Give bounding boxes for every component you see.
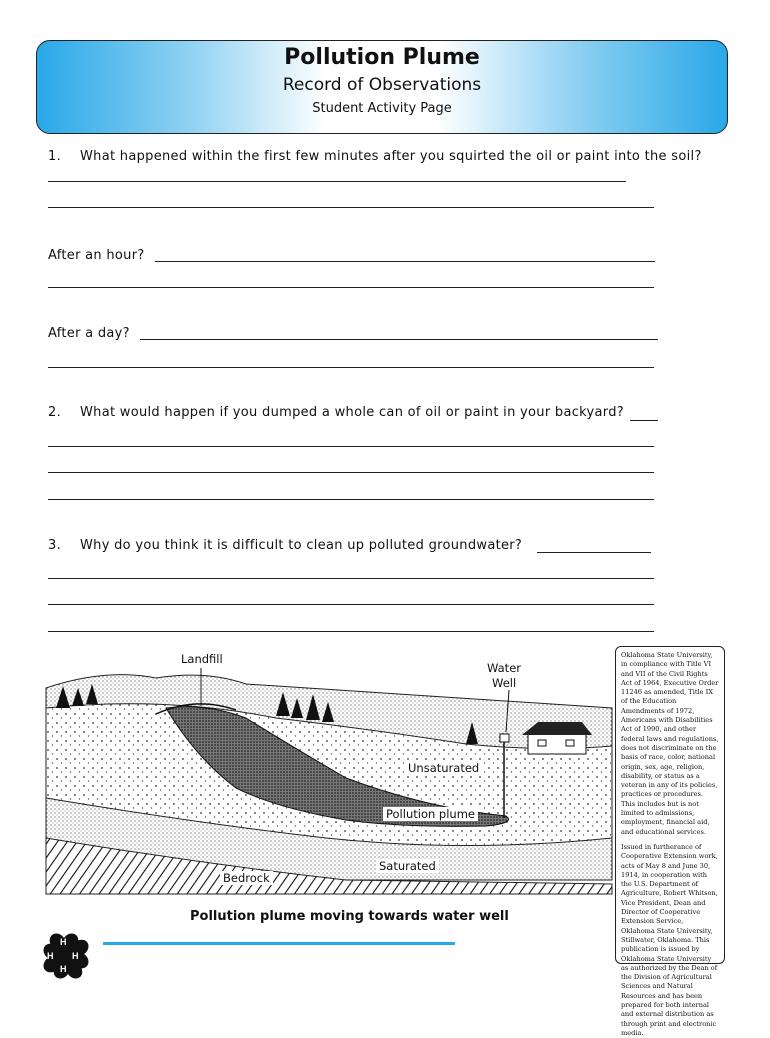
water-well-label-line2: Well (492, 676, 517, 690)
page-subtitle: Record of Observations (282, 75, 482, 95)
svg-text:H: H (60, 964, 67, 974)
answer-line[interactable] (48, 367, 654, 368)
question-2-text: What would happen if you dumped a whole can of oil or paint in your backyard? (80, 405, 624, 420)
four-h-clover-icon (38, 928, 94, 984)
water-well-label-line1: Water (487, 661, 521, 675)
landscape-drawing (46, 648, 612, 894)
answer-line[interactable] (48, 631, 654, 632)
question-1-number: 1. (48, 149, 62, 164)
answer-line[interactable] (48, 207, 654, 208)
question-2-number: 2. (48, 405, 62, 420)
answer-line[interactable] (155, 261, 655, 262)
answer-line[interactable] (630, 420, 658, 421)
answer-line[interactable] (48, 578, 654, 579)
answer-line[interactable] (537, 552, 651, 553)
answer-line[interactable] (48, 604, 654, 605)
saturated-label: Saturated (376, 859, 439, 873)
landfill-label: Landfill (181, 652, 223, 666)
question-3-number: 3. (48, 538, 62, 553)
page-title: Pollution Plume (284, 45, 480, 70)
question-3-text: Why do you think it is difficult to clean up polluted groundwater? (80, 538, 523, 553)
page-caption: Student Activity Page (312, 101, 452, 116)
svg-text:H: H (47, 951, 54, 961)
bedrock-label: Bedrock (220, 871, 273, 885)
svg-text:H: H (72, 951, 79, 961)
after-day-label: After a day? (48, 326, 130, 341)
answer-line[interactable] (140, 339, 658, 340)
answer-line[interactable] (48, 499, 654, 500)
answer-line[interactable] (48, 446, 654, 447)
blue-divider (103, 942, 455, 945)
notice-paragraph-2: Issued in furtherance of Cooperative Extension work, acts of May 8 and June 30, 1914, in cooperation with the U.S. Department of Agriculture, Robert Whitson, Vice President, Dean and Director of Cooperative Extension Service, Oklahoma State University, Stillwater, Oklahoma. This publication is issued by Oklahoma State University as authorized by the Dean of the Division of Agricultural Sciences and Natural Resources and has been prepared for both internal and external distribution as through print and electronic media. (621, 842, 718, 1037)
svg-text:H: H (60, 937, 67, 947)
question-1-text: What happened within the first few minutes after you squirted the oil or paint into the soil? (80, 149, 702, 164)
answer-line[interactable] (48, 472, 654, 473)
notice-paragraph-1: Oklahoma State University, in compliance with Title VI and VII of the Civil Rights Act of 1964, Executive Order 11246 as amended, Title IX of the Education Amendments of 1972, Americans with Disabilities Act of 1990, and other federal laws and regulations, does not discriminate on the basis of race, color, national origin, sex, age, religion, disability, or status as a veteran in any of its policies, practices or procedures. This includes but is not limited to admissions, employment, financial aid, and educational services. (621, 651, 719, 836)
header-banner (36, 40, 728, 134)
groundwater-illustration (46, 648, 612, 894)
figure-caption: Pollution plume moving towards water well (190, 909, 509, 924)
nondiscrimination-notice (615, 646, 725, 1037)
after-hour-label: After an hour? (48, 248, 145, 263)
answer-line[interactable] (48, 181, 626, 182)
unsaturated-label: Unsaturated (405, 761, 482, 775)
pollution-plume-label: Pollution plume (383, 807, 478, 821)
answer-line[interactable] (48, 287, 654, 288)
